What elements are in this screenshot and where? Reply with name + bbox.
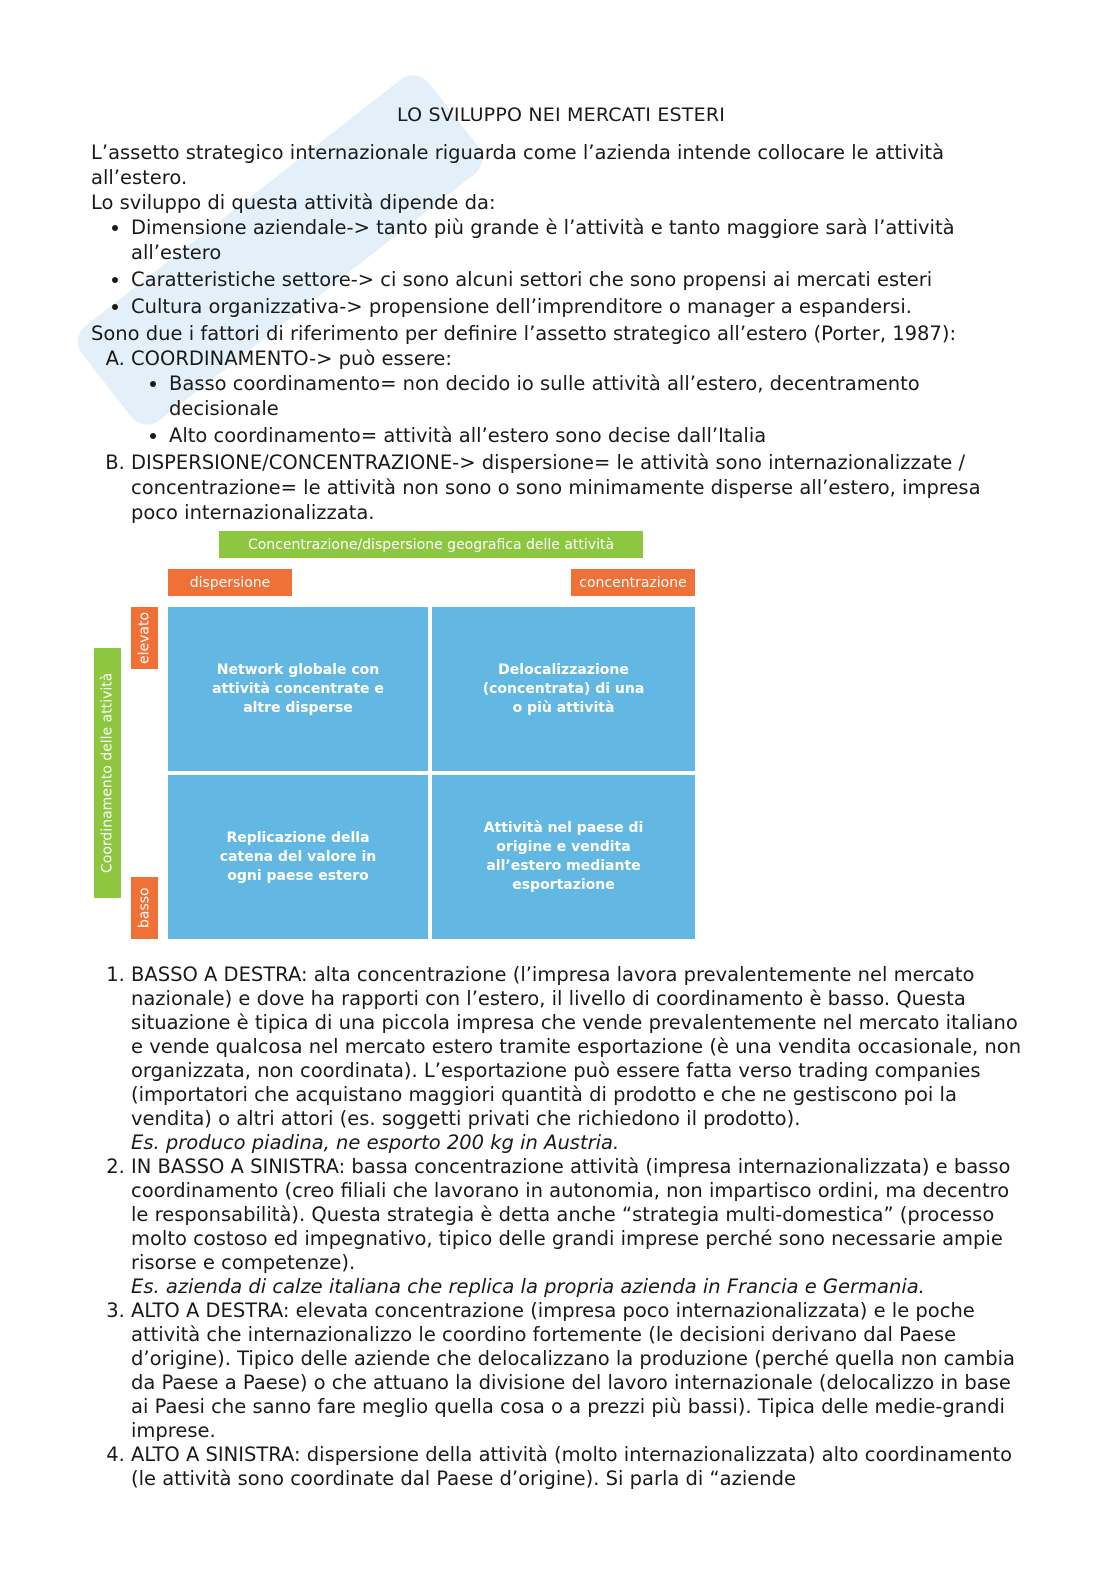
quadrant-top-right-text: Delocalizzazione (concentrata) di una o più attività <box>482 661 645 716</box>
list-item: • Basso coordinamento= non decido io sulle attività all’estero, decentramento decisionale <box>169 371 1031 421</box>
concentrazione-label: concentrazione <box>571 569 695 596</box>
list-item <box>131 1299 1031 1443</box>
cases-list <box>91 963 1031 1491</box>
list-item: • Dimensione aziendale-> tanto più grande è l’attività e tanto maggiore sarà l’attività all’estero <box>131 215 1031 265</box>
dispersione-label: dispersione <box>168 569 292 596</box>
quadrant-bottom-left-text: Replicazione della catena del valore in ogni paese estero <box>219 829 377 884</box>
quadrant-top-left-text: Network globale con attività concentrate e altre disperse <box>212 661 384 716</box>
strategy-matrix <box>91 531 711 951</box>
list-item <box>131 1443 1031 1491</box>
top-axis-label: Concentrazione/dispersione geografica delle attività <box>219 531 643 558</box>
list-item: • Cultura organizzativa-> propensione dell’imprenditore o manager a espandersi. <box>131 294 1031 319</box>
list-item: • Alto coordinamento= attività all’estero sono decise dall’Italia <box>169 423 1031 448</box>
quadrant-top-left <box>168 607 428 771</box>
intro-paragraph-2: Lo sviluppo di questa attività dipende da: <box>91 191 496 214</box>
quadrant-bottom-right-text: Attività nel paese di origine e vendita all’estero mediante esportazione <box>483 820 644 893</box>
case-text: IN BASSO A SINISTRA: bassa concentrazione attività (impresa internazionalizzata) e basso coordinamento (creo filiali che lavorano in autonomia, non impartisco ordini, ma decentro le responsabilità). Questa strategia è detta anche “strategia multi-domestica” (processo molto costoso ed impegnativo, tipico delle grandi imprese perché sono necessarie ampie risorse e competenze). <box>131 1155 1011 1274</box>
list-item: • Caratteristiche settore-> ci sono alcuni settori che sono propensi ai mercati esteri <box>131 267 1031 292</box>
case-example: Es. azienda di calze italiana che replica la propria azienda in Francia e Germania. <box>131 1275 925 1298</box>
list-item <box>131 963 1031 1155</box>
porter-item-b-text: DISPERSIONE/CONCENTRAZIONE-> dispersione= le attività sono internazionalizzate / concentrazione= le attività non sono o sono minimamente disperse all’estero, impresa poco internazionalizzata. <box>131 451 981 524</box>
quadrant-top-right <box>432 607 695 771</box>
quadrant-bottom-right <box>432 775 695 939</box>
list-item <box>131 1155 1031 1299</box>
case-text: ALTO A SINISTRA: dispersione della attività (molto internazionalizzata) alto coordinamento (le attività sono coordinate dal Paese d’origine). Si parla di “aziende <box>131 1443 1013 1490</box>
factors-list <box>91 215 1031 319</box>
porter-intro: Sono due i fattori di riferimento per definire l’assetto strategico all’estero (Porter, 1987): <box>91 322 957 345</box>
side-axis-label: Coordinamento delle attività <box>94 648 121 898</box>
porter-list <box>91 346 1031 525</box>
elevato-label: elevato <box>131 607 158 669</box>
intro-paragraph-1: L’assetto strategico internazionale riguarda come l’azienda intende collocare le attività all’estero. <box>91 141 945 189</box>
porter-item-a <box>131 346 1031 448</box>
basso-label: basso <box>131 877 158 939</box>
case-text: ALTO A DESTRA: elevata concentrazione (impresa poco internazionalizzata) e le poche attività che internazionalizzo le coordino fortemente (le decisioni derivano dal Paese d’origine). Tipico delle aziende che delocalizzano la produzione (perché quella non cambia da Paese a Paese) o che attuano la divisione del lavoro internazionale (delocalizzo in base ai Paesi che sanno fare meglio quella cosa o a prezzi più bassi). Tipica delle medie-grandi imprese. <box>131 1299 1015 1442</box>
case-text: BASSO A DESTRA: alta concentrazione (l’impresa lavora prevalentemente nel mercato nazionale) e dove ha rapporti con l’estero, il livello di coordinamento è basso. Questa situazione è tipica di una piccola impresa che vende prevalentemente nel mercato italiano e vende qualcosa nel mercato estero tramite esportazione (è una vendita occasionale, non organizzata, non coordinata). L’esportazione può essere fatta verso trading companies (importatori che acquistano maggiori quantità di prodotto e che ne gestiscono poi la vendita) o altri attori (es. soggetti privati che richiedono il prodotto). <box>131 963 1022 1130</box>
porter-item-b <box>131 450 1031 525</box>
coordination-list <box>131 371 1031 448</box>
quadrant-bottom-left <box>168 775 428 939</box>
document-page <box>91 104 1031 1491</box>
page-title: LO SVILUPPO NEI MERCATI ESTERI <box>396 104 726 126</box>
porter-item-a-text: COORDINAMENTO-> può essere: <box>131 347 452 370</box>
case-example: Es. produco piadina, ne esporto 200 kg in Austria. <box>131 1131 620 1154</box>
